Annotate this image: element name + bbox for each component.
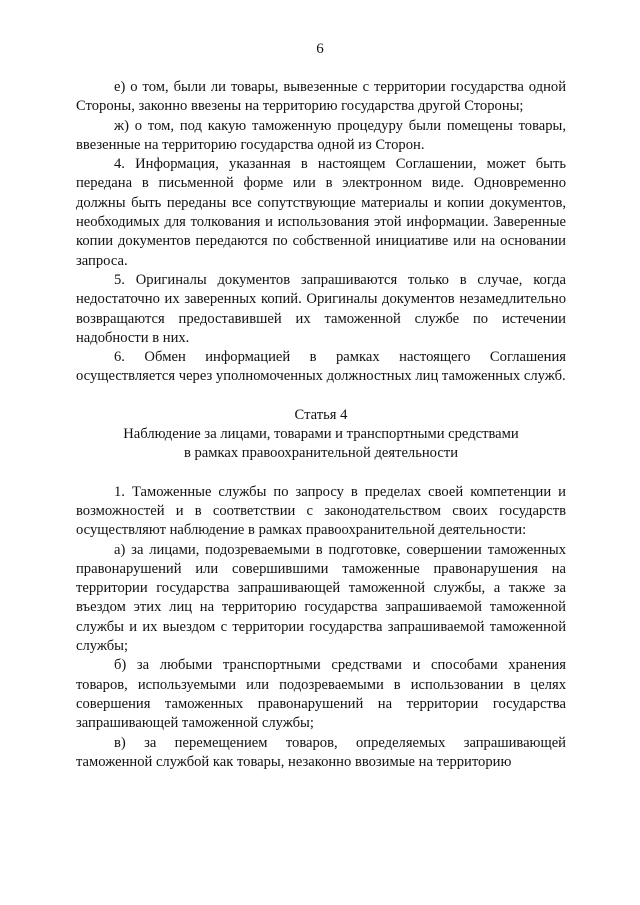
article-title: Статья 4	[294, 406, 348, 423]
paragraph-6: 6. Обмен информацией в рамках настоящего Соглашения осуществляется через уполномоченных должностных лиц таможенных служб.	[76, 349, 566, 385]
article4-paragraph-a: а) за лицами, подозреваемыми в подготовке, совершении таможенных правонарушений или совершившими таможенные правонарушения на территории государства запрашивающей таможенной службы, а также за въездом этих лиц на территорию государства запрашиваемой таможенной службы и их выездом с территории государства запрашиваемой таможенной службы;	[76, 541, 566, 655]
paragraph-4: 4. Информация, указанная в настоящем Соглашении, может быть передана в письменной форме или в электронном виде. Одновременно должны быть переданы все сопутствующие материалы и копии документов, необходимых для толкования и использования этой информации. Заверенные копии документов передаются по собственной инициативе или на основании запроса.	[76, 156, 566, 269]
article4-paragraph-v: в) за перемещением товаров, определяемых запрашивающей таможенной службой как товары, незаконно ввозимые на территорию	[76, 734, 566, 770]
page-number: 6	[316, 41, 324, 57]
article-heading	[76, 406, 566, 464]
article4-paragraph-1: 1. Таможенные службы по запросу в пределах своей компетенции и возможностей и в соответствии с законодательством своих государств осуществляют наблюдение в рамках правоохранительной деятельности:	[76, 483, 566, 539]
article4-paragraph-b: б) за любыми транспортными средствами и способами хранения товаров, используемыми или подозреваемыми в использовании в целях совершения таможенных правонарушений на территории государства запрашивающей таможенной службы;	[76, 657, 566, 732]
article-subtitle-line1: Наблюдение за лицами, товарами и транспортными средствами	[123, 426, 519, 443]
paragraph-e: е) о том, были ли товары, вывезенные с территории государства одной Стороны, законно ввезены на территорию государства другой Стороны;	[76, 79, 566, 115]
article-subtitle-line2: в рамках правоохранительной деятельности	[183, 445, 459, 462]
paragraph-5: 5. Оригиналы документов запрашиваются только в случае, когда недостаточно их заверенных копий. Оригиналы документов незамедлительно возвращаются предоставившей их таможенной службе по истечении надобности в них.	[76, 271, 566, 346]
paragraph-zh: ж) о том, под какую таможенную процедуру были помещены товары, ввезенные на территорию государства одной из Сторон.	[76, 117, 566, 153]
heading-spacer	[76, 464, 566, 483]
document-body	[76, 78, 566, 772]
